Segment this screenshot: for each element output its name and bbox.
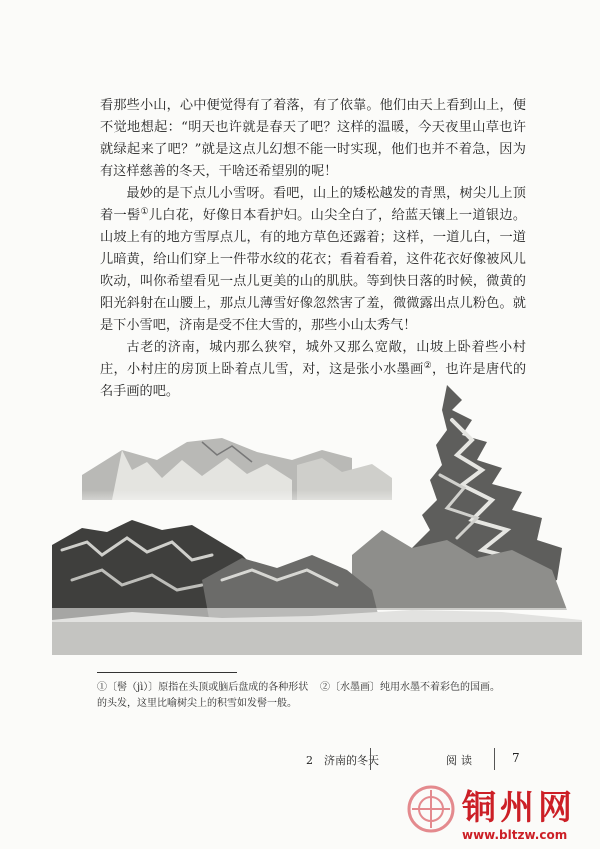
running-head-divider-1 [370,748,371,770]
running-head-lesson: 2 济南的冬天 [306,754,379,767]
page-number: 7 [512,751,520,765]
ink-landscape-painting [52,380,582,655]
footnote-2: ②〔水墨画〕纯用水墨不着彩色的国画。 [320,682,500,693]
footnote-marker-1[interactable]: ① [140,207,149,217]
running-head-section: 阅读 [446,754,476,767]
paragraph-1: 看那些小山，心中便觉得有了着落，有了依靠。他们由天上看到山上，便不觉地想起：“明天也许就是春天了吧？这样的温暖，今天夜里山草也许就绿起来了吧？”就是这点儿幻想不能一时实现，他们也并不着急，因为有这样慈善的冬天，干啥还希望别的呢！ [100,98,526,179]
paragraph-2-part-b: 儿白花，好像日本看护妇。山尖全白了，给蓝天镶上一道银边。山坡上有的地方雪厚点儿，有的地方草色还露着；这样，一道儿白，一道儿暗黄，给山们穿上一件带水纹的花衣；看着看着，这件花衣好像被风儿吹动，叫你希望看见一点儿更美的山的肌肤。等到快日落的时候，微黄的阳光斜射在山腰上，那点儿薄雪好像忽然害了羞，微微露出点儿粉色。就是下小雪吧，济南是受不住大雪的，那些小山太秀气！ [100,208,527,333]
paragraph-2 [100,183,526,337]
footnote-1: ①〔髻（jì）〕原指在头顶或脑后盘成的各种形状的头发，这里比喻树尖上的积雪如发髻一般。 [97,682,309,709]
watermark-site-name: 铜州网 [462,788,576,828]
footnote-marker-2[interactable]: ② [423,361,432,371]
paragraph-3-part-a: 古老的济南，城内那么狭窄，城外又那么宽敞，山坡上卧着些小村庄，小村庄的房顶上卧着点儿雪，对，这是张小水墨画 [100,340,526,377]
watermark-site-url[interactable]: www.bltzw.com [462,828,568,842]
site-watermark [400,778,600,849]
running-head-divider-2 [494,748,495,770]
footnote-divider [97,672,237,673]
paragraph-3-part-b: ，也许是唐代的名手画的吧。 [100,362,527,399]
watermark-seal-icon [406,784,456,834]
article-body [100,95,526,403]
paragraph-2-part-a: 最妙的是下点儿小雪呀。看吧，山上的矮松越发的青黑，树尖儿上顶着一髻 [100,186,526,223]
